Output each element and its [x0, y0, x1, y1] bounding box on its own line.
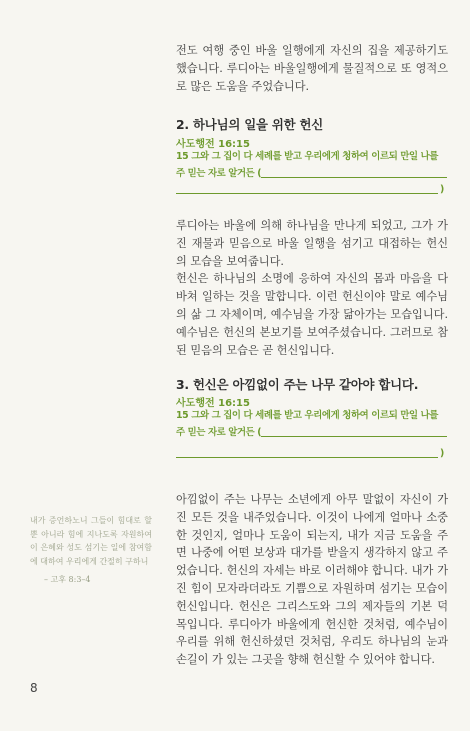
- sidebar-citation: – 고후 8:3–4: [44, 575, 91, 584]
- section3-verse-line1: 15 그와 그 집이 다 세례를 받고 우리에게 청하여 이르되 만일 나를: [176, 410, 439, 421]
- section2-verse-line1: 15 그와 그 집이 다 세례를 받고 우리에게 청하여 이르되 만일 나를: [176, 151, 439, 162]
- section2-verse: [176, 148, 451, 182]
- section2-fill-blank-1[interactable]: [261, 167, 447, 178]
- section2-ref: 사도행전 16:15: [176, 139, 250, 150]
- section3-fill-blank-1[interactable]: [261, 426, 447, 437]
- section2-verse-line2: 주 믿는 자로 알거든 (: [176, 168, 262, 179]
- section2-close-paren: ): [440, 184, 445, 195]
- intro-paragraph: [176, 42, 448, 95]
- section3-verse-line2: 주 믿는 자로 알거든 (: [176, 427, 262, 438]
- section2-title: 2. 하나님의 일을 위한 헌신: [176, 117, 324, 132]
- section3-body-text: 아낌없이 주는 나무는 소년에게 아무 말없이 자신이 가진 모든 것을 내주었습니다. 이것이 나에게 얼마나 소중한 것인지, 얼마나 도움이 되는지, 내가 지금 도움을 주면 나중에 어떤 보상과 대가를 받을지 생각하지 않고 주었습니다. 헌신의 자세는 바로 이러해야 합니다. 내가 가진 힘이 모자라더라도 기쁨으로 자원하며 섬기는 모습이 헌신입니다. 헌신은 그리스도와 그의 제자들의 기본 덕목입니다. 루디아가 바울에게 헌신한 것처럼, 예수님이 우리를 위해 헌신하셨던 것처럼, 우리도 하나님의 눈과 손길이 가 있는 그곳을 향해 헌신할 수 있어야 합니다.: [176, 493, 448, 667]
- section3-title: 3. 헌신은 아낌없이 주는 나무 같아야 합니다.: [176, 377, 419, 392]
- section3-fill-blank-2[interactable]: [176, 457, 438, 458]
- intro-text: 전도 여행 중인 바울 일행에게 자신의 집을 제공하기도 했습니다. 루디아는 바울일행에게 물질적으로 또 영적으로 많은 도움을 주었습니다.: [176, 44, 448, 93]
- section3-close-paren: ): [440, 448, 445, 459]
- section2-body: [176, 217, 448, 359]
- section2-fill-blank-2[interactable]: [176, 193, 438, 194]
- sidebar-quote: 내가 증언하노니 그들이 힘대로 할 뿐 아니라 힘에 지나도록 자원하여 이 은혜와 성도 섬기는 일에 참여함에 대하여 우리에게 간절히 구하니: [30, 516, 152, 566]
- section2-body-p2: 헌신은 하나님의 소명에 응하여 자신의 몸과 마음을 다 바쳐 일하는 것을 말합니다. 이런 헌신이야 말로 예수님의 삶 그 자체이며, 예수님을 가장 닮아가는 모습입니다. 예수님은 헌신의 본보기를 보여주셨습니다. 그러므로 참된 믿음의 모습은 곧 헌신입니다.: [176, 272, 448, 357]
- section2-body-p1: 루디아는 바울에 의해 하나님을 만나게 되었고, 그가 가진 재물과 믿음으로 바울 일행을 섬기고 대접하는 헌신의 모습을 보여줍니다.: [176, 219, 448, 268]
- page-number: 8: [30, 681, 38, 695]
- section3-ref: 사도행전 16:15: [176, 398, 250, 409]
- section3-verse: [176, 407, 451, 441]
- section3-body: [176, 491, 448, 669]
